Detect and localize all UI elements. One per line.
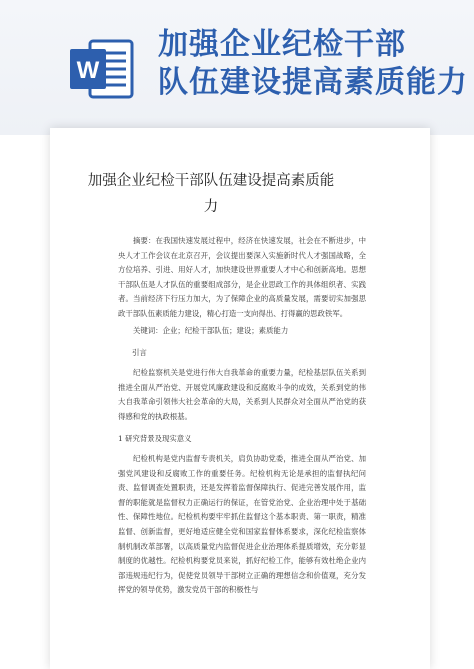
document-title-line2: 力 <box>203 199 219 215</box>
abstract-text: 摘要：在我国快速发展过程中，经济在快速发展，社会在不断进步，中央人才工作会议在北京召开，会议提出要深入实施新时代人才强国战略，全方位培养、引进、用好人才，加快建设世界重要人才中心和创新高地。思想干部队伍是人才队伍的重要组成部分，是企业思政工作的具体组织者、实践者。当前经济下行压力加大，为了保障企业的高质量发展，需要切实加强思政干部队伍素质能力建设，精心打造一支向得出、打得赢的思政铁军。 <box>118 236 366 318</box>
section1-block <box>118 452 366 598</box>
svg-text:W: W <box>76 57 100 84</box>
document-title <box>56 168 366 220</box>
section1-heading: 1 研究背景及现实意义 <box>118 434 192 443</box>
section1-text: 纪检机构是党内监督专责机关，肩负协助党委，推进全面从严治党、加强党风建设和反腐败工作的重要任务。纪检机构无论是承担的监督执纪问责、监督调查处置职责，还是发挥着监督保障执行、促进完善发展作用，监督的职能就是监督权力正确运行的保证，在管党治党、企业治理中处于基础性、保障性地位。纪检机构要牢牢抓住监督这个基本职责、第一职责，精准监督、创新监督，更好地适应健全党和国家监督体系要求，深化纪检监察体制机制改革部署，以高质量党内监督促进企业治理体系提质增效，充分彰显制度的优越性。纪检机构要党员来说，抓好纪检工作，能够有效杜绝企业内部违规违纪行为，促使党员领导干部树立正确的理想信念和价值观，充分发挥党的领导优势，激发党员干部的积极性与 <box>118 454 366 595</box>
word-document-icon <box>68 35 136 103</box>
intro-block <box>118 366 366 424</box>
keywords-text: 关键词：企业；纪检干部队伍；建设；素质能力 <box>133 326 289 335</box>
keywords-block <box>118 324 366 339</box>
banner-title <box>158 26 468 102</box>
document-title-line1: 加强企业纪检干部队伍建设提高素质能 <box>87 173 335 189</box>
banner-title-line2: 队伍建设提高素质能力 <box>158 65 468 100</box>
intro-heading: 引言 <box>132 348 147 357</box>
abstract-block <box>118 234 366 322</box>
banner-title-line1: 加强企业纪检干部 <box>158 27 406 62</box>
intro-text: 纪检监察机关是党进行伟大自我革命的重要力量，纪检基层队伍关系到推进全面从严治党、开展党风廉政建设和反腐败斗争的成效，关系到党的伟大自我革命引领伟大社会革命的大局，关系到人民群众对全面从严治党的获得感和党的执政根基。 <box>118 368 366 421</box>
